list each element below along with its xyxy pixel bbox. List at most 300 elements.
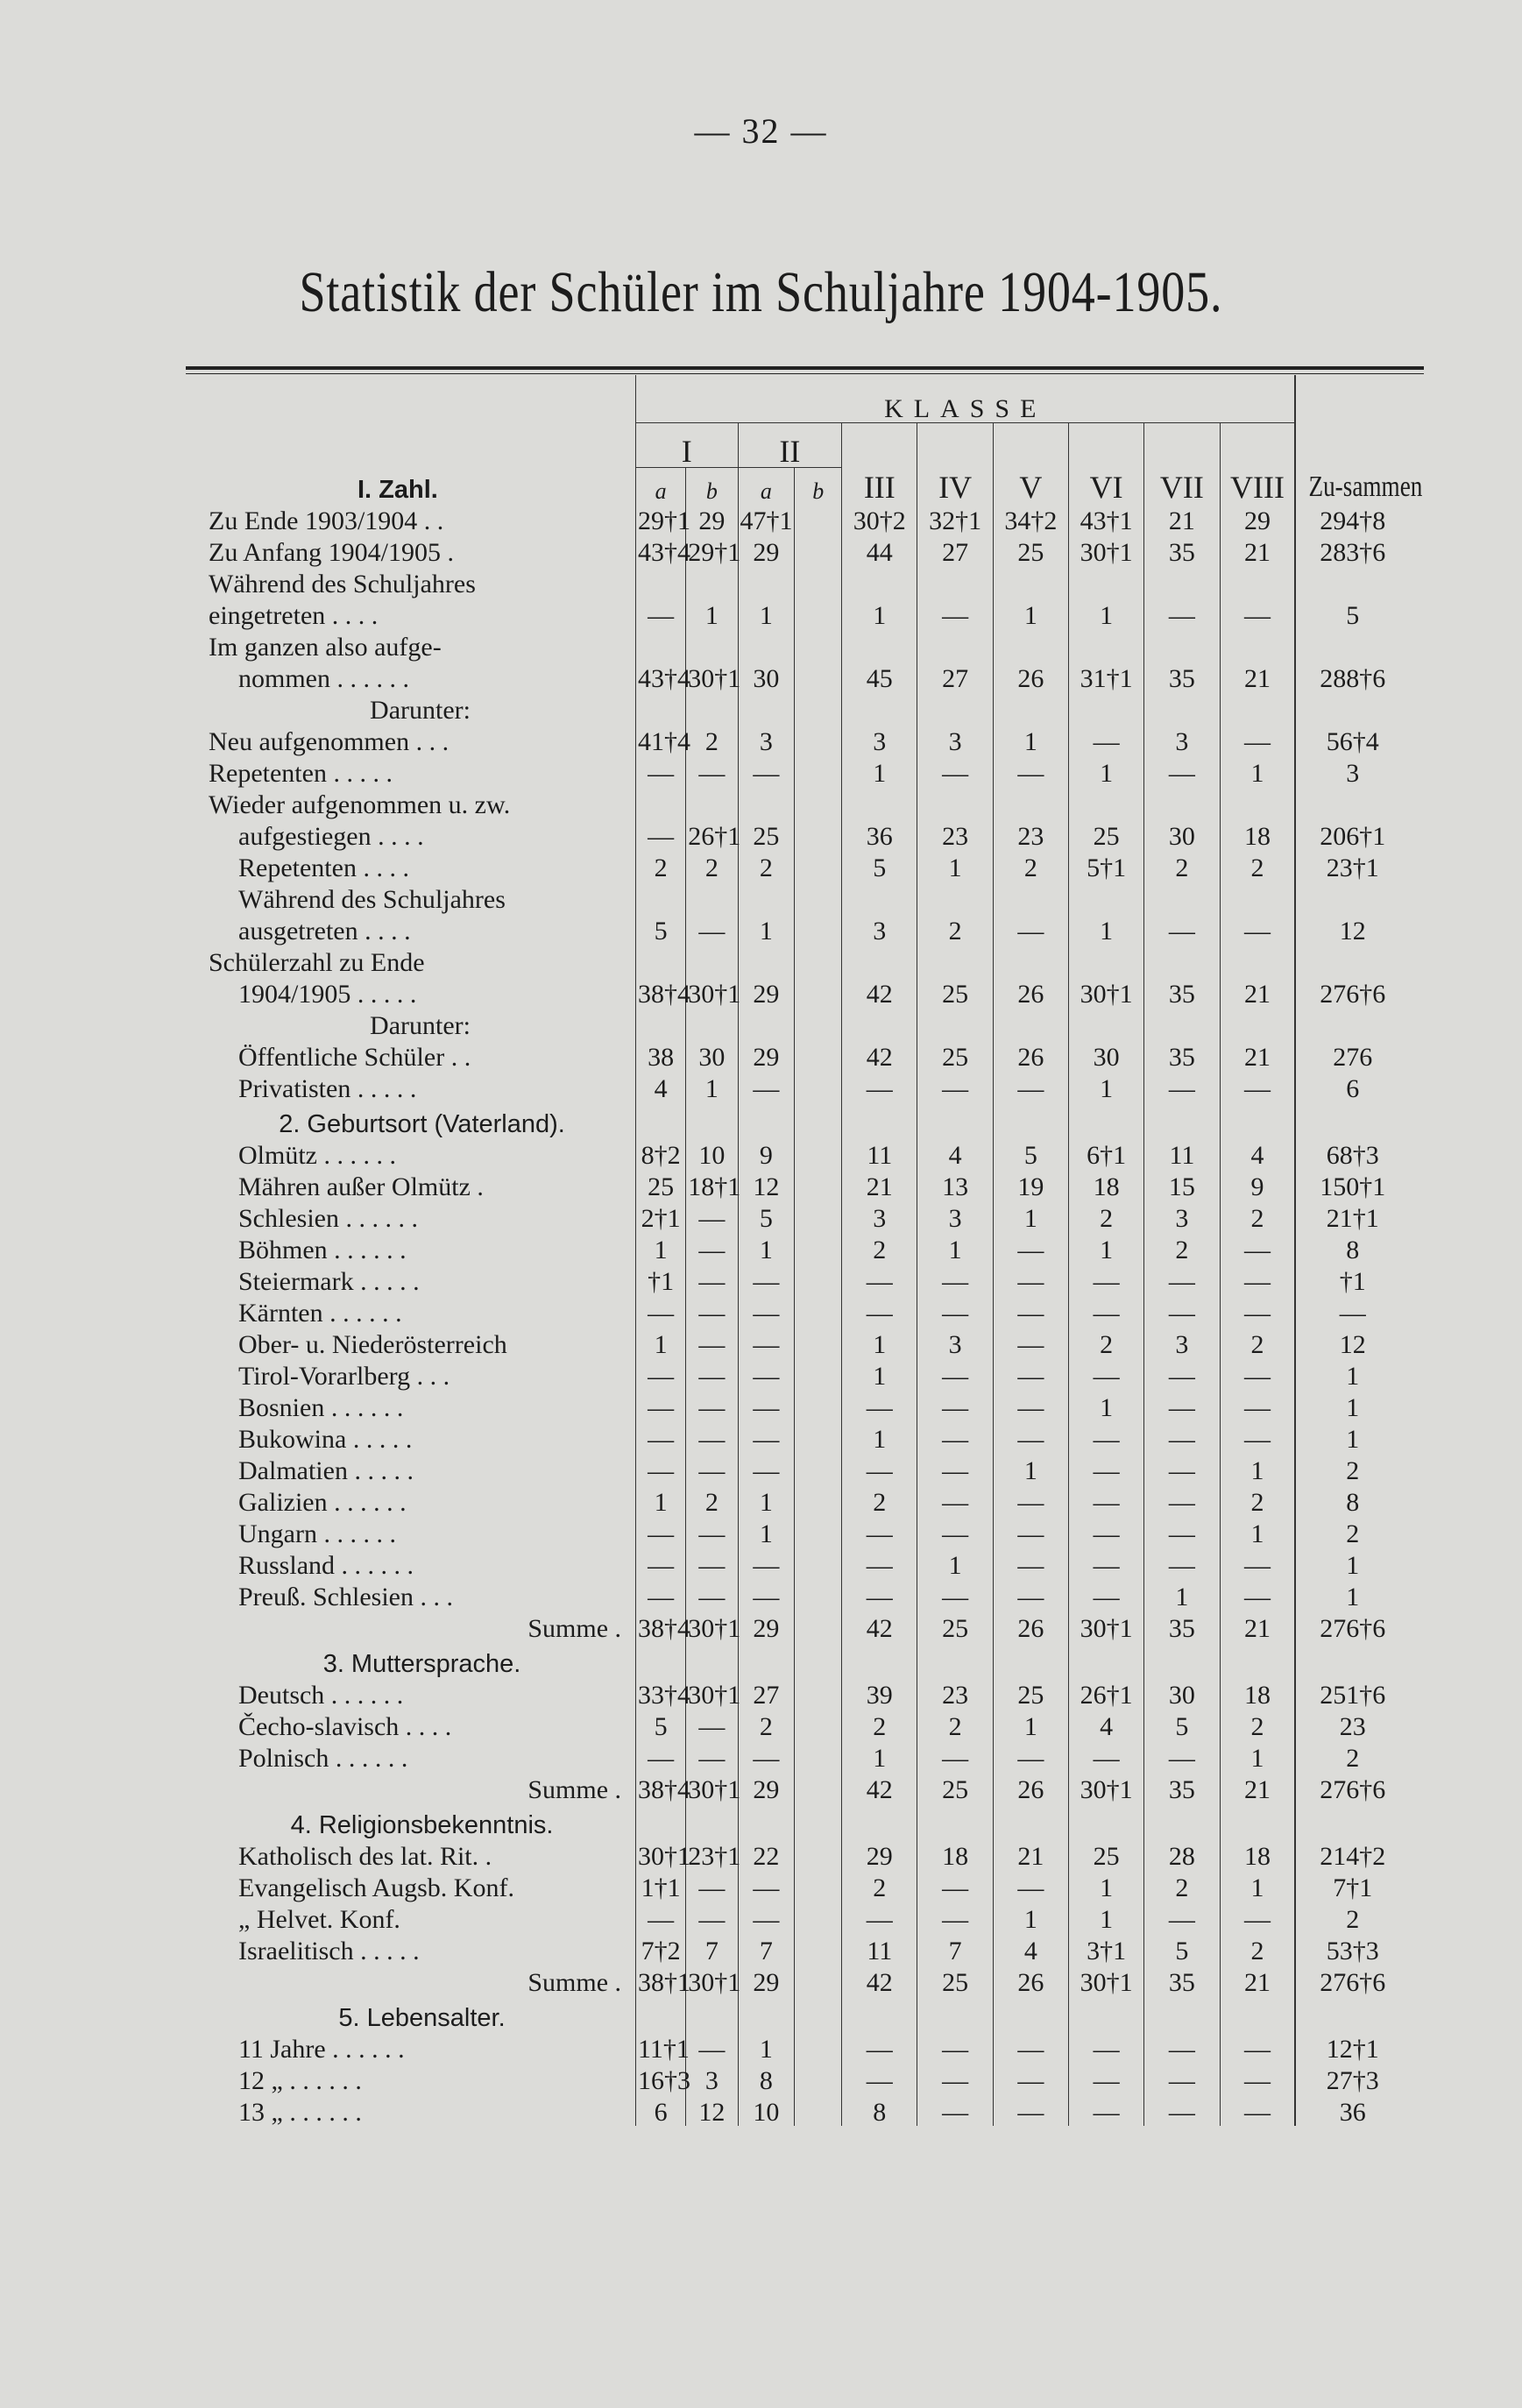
empty-cell — [842, 1803, 917, 1838]
table-row — [209, 1008, 1409, 1039]
table-cell: 18 — [1220, 1838, 1295, 1870]
table-cell: 9 — [1220, 1169, 1295, 1200]
empty-cell — [1295, 566, 1409, 598]
empty-cell — [917, 945, 993, 976]
table-cell: 1 — [993, 1200, 1068, 1232]
table-cell: 3 — [738, 724, 795, 755]
table-cell: 36 — [842, 818, 917, 850]
row-label: Summe . — [527, 1775, 622, 1804]
table-cell: — — [1069, 1516, 1144, 1547]
table-cell: — — [1144, 2094, 1220, 2126]
table-cell: — — [993, 1421, 1068, 1453]
table-cell — [795, 1677, 842, 1709]
table-cell — [795, 503, 842, 535]
table-cell: — — [1144, 1071, 1220, 1102]
table-cell: 35 — [1144, 1772, 1220, 1803]
empty-cell — [795, 1102, 842, 1137]
table-cell: 2 — [842, 1484, 917, 1516]
total-cell: 21†1 — [1295, 1200, 1409, 1232]
header-class-6: VI — [1069, 423, 1144, 504]
table-cell — [795, 1611, 842, 1642]
table-cell: — — [993, 1740, 1068, 1772]
table-cell: 30†1 — [636, 1838, 686, 1870]
table-cell: 4 — [636, 1071, 686, 1102]
table-cell: — — [1144, 913, 1220, 945]
table-cell: — — [738, 1390, 795, 1421]
table-cell: 21 — [1220, 661, 1295, 692]
table-cell: 35 — [1144, 1965, 1220, 1996]
row-label: Olmütz . . . . . . — [238, 1141, 396, 1170]
row-label: Bukowina . . . . . — [238, 1425, 413, 1454]
table-cell: — — [917, 2031, 993, 2063]
empty-cell — [1295, 629, 1409, 661]
row-label: Galizien . . . . . . — [238, 1488, 407, 1517]
table-cell: — — [842, 1295, 917, 1327]
row-label: Schlesien . . . . . . — [238, 1204, 418, 1233]
table-cell: 32†1 — [917, 503, 993, 535]
table-cell: — — [842, 1264, 917, 1295]
table-row — [209, 1709, 1409, 1740]
total-cell: 53†3 — [1295, 1933, 1409, 1965]
table-cell: — — [917, 1579, 993, 1611]
row-label: Bosnien . . . . . . — [238, 1393, 404, 1422]
total-cell: 150†1 — [1295, 1169, 1409, 1200]
table-cell: — — [1069, 1295, 1144, 1327]
table-cell: — — [1220, 1295, 1295, 1327]
table-cell: 1 — [993, 598, 1068, 629]
empty-cell — [1069, 1642, 1144, 1677]
table-cell: 1 — [842, 1421, 917, 1453]
table-row — [209, 755, 1409, 787]
table-cell: — — [1069, 1547, 1144, 1579]
table-cell: — — [738, 1071, 795, 1102]
table-row — [209, 1838, 1409, 1870]
table-cell: 33†4 — [636, 1677, 686, 1709]
empty-cell — [842, 1008, 917, 1039]
table-cell: 2 — [738, 1709, 795, 1740]
table-row — [209, 1579, 1409, 1611]
statistics-table — [209, 375, 1423, 2127]
table-cell: — — [738, 1579, 795, 1611]
empty-cell — [795, 787, 842, 818]
table-cell — [795, 1358, 842, 1390]
table-cell: 1 — [738, 1516, 795, 1547]
table-cell: — — [917, 1740, 993, 1772]
empty-cell — [1069, 882, 1144, 913]
table-cell — [795, 2031, 842, 2063]
empty-cell — [636, 1642, 686, 1677]
header-class-8: VIII — [1220, 423, 1295, 504]
table-cell: 3 — [842, 913, 917, 945]
empty-cell — [1220, 1803, 1295, 1838]
table-cell: — — [1220, 598, 1295, 629]
empty-cell — [1144, 1008, 1220, 1039]
row-label: Summe . — [527, 1968, 622, 1997]
row-label: Summe . — [527, 1614, 622, 1643]
table-cell: 35 — [1144, 535, 1220, 566]
table-cell: 18 — [917, 1838, 993, 1870]
table-body — [209, 503, 1409, 2126]
table-cell: 25 — [738, 818, 795, 850]
top-rule — [186, 366, 1424, 374]
table-cell: 25 — [993, 535, 1068, 566]
table-cell: 16†3 — [636, 2063, 686, 2094]
table-cell: — — [686, 755, 738, 787]
table-cell: 1 — [1220, 1453, 1295, 1484]
table-cell: — — [993, 1232, 1068, 1264]
table-cell: — — [1069, 1453, 1144, 1484]
total-cell: 1 — [1295, 1358, 1409, 1390]
table-cell: 30†1 — [1069, 1965, 1144, 1996]
table-row — [209, 1137, 1409, 1169]
empty-cell — [795, 1642, 842, 1677]
empty-cell — [1069, 1996, 1144, 2031]
row-label: Kärnten . . . . . . — [238, 1299, 402, 1328]
row-label: Neu aufgenommen . . . — [209, 727, 450, 756]
header-total: Zu-sammen — [1295, 375, 1409, 503]
empty-cell — [917, 1102, 993, 1137]
table-cell: 2 — [1220, 1484, 1295, 1516]
table-cell: 1 — [1069, 913, 1144, 945]
table-cell: 5 — [842, 850, 917, 882]
table-cell: 1 — [738, 1484, 795, 1516]
table-cell: — — [1144, 1421, 1220, 1453]
table-cell: 26 — [993, 1772, 1068, 1803]
total-cell: — — [1295, 1295, 1409, 1327]
total-cell: 12 — [1295, 1327, 1409, 1358]
empty-cell — [686, 1102, 738, 1137]
table-cell: — — [686, 1358, 738, 1390]
table-cell — [795, 1547, 842, 1579]
table-row — [209, 692, 1409, 724]
header-sub-2b: b — [795, 468, 842, 504]
empty-cell — [1295, 1803, 1409, 1838]
table-cell: 34†2 — [993, 503, 1068, 535]
empty-cell — [1295, 787, 1409, 818]
table-cell: 1 — [636, 1484, 686, 1516]
table-cell: 6 — [636, 2094, 686, 2126]
empty-cell — [686, 1642, 738, 1677]
total-cell: 1 — [1295, 1421, 1409, 1453]
table-cell: — — [738, 1453, 795, 1484]
empty-cell — [993, 1008, 1068, 1039]
total-cell: 206†1 — [1295, 818, 1409, 850]
table-cell: 23 — [917, 1677, 993, 1709]
row-label: Schülerzahl zu Ende — [209, 948, 425, 977]
section-title-zahl: I. Zahl. — [357, 476, 438, 504]
table-cell: 3 — [1144, 1200, 1220, 1232]
table-cell: 41†4 — [636, 724, 686, 755]
table-cell: — — [636, 755, 686, 787]
header-blank-2 — [209, 423, 636, 468]
empty-cell — [738, 566, 795, 598]
table-cell: — — [1144, 1484, 1220, 1516]
total-cell: 1 — [1295, 1547, 1409, 1579]
row-label: Ober- u. Niederösterreich — [238, 1330, 507, 1359]
table-cell — [795, 1421, 842, 1453]
table-cell — [795, 598, 842, 629]
row-label: aufgestiegen . . . . — [238, 822, 424, 851]
empty-cell — [993, 787, 1068, 818]
empty-cell — [1144, 629, 1220, 661]
table-cell: 11 — [1144, 1137, 1220, 1169]
table-row — [209, 787, 1409, 818]
total-cell: 23†1 — [1295, 850, 1409, 882]
empty-cell — [917, 787, 993, 818]
table-cell: 5 — [636, 1709, 686, 1740]
table-cell: 1 — [738, 1232, 795, 1264]
section-header-row — [209, 1642, 1409, 1677]
empty-cell — [636, 1102, 686, 1137]
table-cell — [795, 1902, 842, 1933]
table-cell: 18†1 — [686, 1169, 738, 1200]
table-cell: — — [917, 1295, 993, 1327]
table-cell: 29 — [842, 1838, 917, 1870]
table-cell: 18 — [1220, 1677, 1295, 1709]
table-cell — [795, 2094, 842, 2126]
empty-cell — [993, 945, 1068, 976]
table-cell: 30†1 — [686, 1677, 738, 1709]
table-cell: — — [917, 1453, 993, 1484]
table-row — [209, 1295, 1409, 1327]
row-label: Während des Schuljahres — [238, 885, 506, 914]
total-cell: 1 — [1295, 1579, 1409, 1611]
table-cell — [795, 1039, 842, 1071]
table-cell: — — [842, 1453, 917, 1484]
table-cell: 1 — [1069, 1232, 1144, 1264]
row-label: Darunter: — [370, 1011, 471, 1040]
table-cell: 23 — [917, 818, 993, 850]
page-number: — 32 — — [694, 111, 828, 151]
table-cell — [795, 1169, 842, 1200]
total-cell: 5 — [1295, 598, 1409, 629]
empty-cell — [917, 692, 993, 724]
empty-cell — [842, 1102, 917, 1137]
total-cell: 12†1 — [1295, 2031, 1409, 2063]
empty-cell — [1144, 1996, 1220, 2031]
empty-cell — [1220, 629, 1295, 661]
empty-cell — [993, 629, 1068, 661]
table-cell: 29†1 — [636, 503, 686, 535]
section-title: 2. Geburtsort (Vaterland). — [279, 1110, 565, 1138]
table-cell: 18 — [1069, 1169, 1144, 1200]
table-cell: — — [917, 2094, 993, 2126]
table-cell: — — [1220, 1547, 1295, 1579]
table-row — [209, 913, 1409, 945]
empty-cell — [686, 945, 738, 976]
table-cell: 29 — [738, 976, 795, 1008]
table-cell: 12 — [686, 2094, 738, 2126]
empty-cell — [842, 882, 917, 913]
empty-cell — [993, 1996, 1068, 2031]
empty-cell — [1144, 566, 1220, 598]
empty-cell — [1069, 629, 1144, 661]
empty-cell — [686, 566, 738, 598]
table-cell: 26 — [993, 976, 1068, 1008]
table-cell: — — [842, 1579, 917, 1611]
table-cell: — — [686, 2031, 738, 2063]
table-cell: — — [1144, 755, 1220, 787]
table-cell: — — [686, 1740, 738, 1772]
table-cell: 21 — [993, 1838, 1068, 1870]
table-cell: 2 — [1144, 1870, 1220, 1902]
table-cell: — — [917, 1390, 993, 1421]
empty-cell — [1069, 566, 1144, 598]
header-class-4: IV — [917, 423, 993, 504]
empty-cell — [1069, 1803, 1144, 1838]
table-cell: 2 — [917, 913, 993, 945]
table-cell: — — [738, 1327, 795, 1358]
table-cell: 42 — [842, 976, 917, 1008]
table-cell: — — [636, 1358, 686, 1390]
total-cell: 2 — [1295, 1453, 1409, 1484]
empty-cell — [738, 1008, 795, 1039]
table-cell: 25 — [917, 1611, 993, 1642]
row-label: Zu Ende 1903/1904 . . — [209, 506, 444, 535]
total-cell: 276†6 — [1295, 976, 1409, 1008]
total-cell: 8 — [1295, 1484, 1409, 1516]
table-cell: — — [1069, 1740, 1144, 1772]
table-cell: 8 — [842, 2094, 917, 2126]
table-row — [209, 629, 1409, 661]
table-cell: 1 — [1069, 755, 1144, 787]
table-cell: 1 — [993, 1902, 1068, 1933]
total-cell: 12 — [1295, 913, 1409, 945]
table-cell: 1 — [1220, 1740, 1295, 1772]
empty-cell — [795, 692, 842, 724]
table-cell — [795, 755, 842, 787]
row-label: Deutsch . . . . . . — [238, 1681, 404, 1710]
row-label: Evangelisch Augsb. Konf. — [238, 1873, 514, 1902]
table-cell: — — [738, 1264, 795, 1295]
table-cell — [795, 1772, 842, 1803]
table-cell: — — [1069, 1484, 1144, 1516]
table-cell — [795, 1838, 842, 1870]
empty-cell — [993, 1102, 1068, 1137]
table-cell: — — [636, 818, 686, 850]
table-row — [209, 1677, 1409, 1709]
table-cell: — — [993, 755, 1068, 787]
table-cell: 1 — [917, 1232, 993, 1264]
empty-cell — [795, 629, 842, 661]
empty-cell — [1220, 566, 1295, 598]
row-label: Repetenten . . . . . — [209, 759, 393, 788]
table-cell: 26†1 — [686, 818, 738, 850]
table-row — [209, 2094, 1409, 2126]
empty-cell — [636, 1996, 686, 2031]
table-cell: 2 — [1220, 1709, 1295, 1740]
table-cell: 5†1 — [1069, 850, 1144, 882]
table-cell: 2 — [686, 724, 738, 755]
table-cell: 3 — [917, 724, 993, 755]
table-cell: — — [1220, 1071, 1295, 1102]
table-cell: — — [993, 1390, 1068, 1421]
total-cell: 23 — [1295, 1709, 1409, 1740]
table-row — [209, 661, 1409, 692]
table-cell: 1 — [1069, 1902, 1144, 1933]
table-cell: 1 — [738, 598, 795, 629]
table-cell: — — [842, 1902, 917, 1933]
table-row — [209, 1390, 1409, 1421]
table-cell: 26†1 — [1069, 1677, 1144, 1709]
table-cell: 2 — [993, 850, 1068, 882]
empty-cell — [917, 1642, 993, 1677]
table-cell — [795, 1327, 842, 1358]
table-cell: 43†4 — [636, 661, 686, 692]
table-cell: — — [1069, 1264, 1144, 1295]
table-row — [209, 1965, 1409, 1996]
header-sub-2a: a — [738, 468, 795, 504]
table-cell: — — [917, 598, 993, 629]
table-cell: — — [1144, 1295, 1220, 1327]
table-cell: — — [993, 1579, 1068, 1611]
table-cell: 7 — [738, 1933, 795, 1965]
table-cell: — — [993, 1327, 1068, 1358]
table-cell: — — [1220, 2063, 1295, 2094]
table-cell: 21 — [1220, 976, 1295, 1008]
empty-cell — [1220, 945, 1295, 976]
table-cell: 30†1 — [1069, 535, 1144, 566]
row-label: Darunter: — [370, 696, 471, 725]
table-cell: 1 — [1069, 598, 1144, 629]
table-row — [209, 1740, 1409, 1772]
table-cell: 5 — [993, 1137, 1068, 1169]
empty-cell — [842, 629, 917, 661]
table-cell: — — [636, 1547, 686, 1579]
empty-cell — [1220, 1642, 1295, 1677]
table-cell: — — [993, 1870, 1068, 1902]
total-cell: 294†8 — [1295, 503, 1409, 535]
table-cell: 42 — [842, 1039, 917, 1071]
empty-cell — [993, 882, 1068, 913]
empty-cell — [1069, 787, 1144, 818]
table-cell: 5 — [1144, 1709, 1220, 1740]
empty-cell — [636, 629, 686, 661]
table-cell: — — [686, 1547, 738, 1579]
table-cell: 3 — [842, 724, 917, 755]
table-cell: 38†1 — [636, 1965, 686, 1996]
empty-cell — [686, 1008, 738, 1039]
table-cell: 3 — [917, 1327, 993, 1358]
table-cell — [795, 1579, 842, 1611]
total-cell: 251†6 — [1295, 1677, 1409, 1709]
table-cell: — — [917, 1870, 993, 1902]
total-cell: 276†6 — [1295, 1965, 1409, 1996]
table-cell: 4 — [1220, 1137, 1295, 1169]
table-cell: 7†2 — [636, 1933, 686, 1965]
table-cell: — — [636, 1902, 686, 1933]
table-cell: — — [1069, 2063, 1144, 2094]
table-row — [209, 503, 1409, 535]
header-class-2: II — [738, 423, 842, 468]
table-row — [209, 1772, 1409, 1803]
table-cell: — — [738, 1358, 795, 1390]
row-label: ausgetreten . . . . — [238, 917, 411, 945]
row-label: Mähren außer Olmütz . — [238, 1172, 484, 1201]
table-cell: 21 — [842, 1169, 917, 1200]
empty-cell — [917, 629, 993, 661]
table-row — [209, 1453, 1409, 1484]
table-row — [209, 1547, 1409, 1579]
table-cell: 25 — [993, 1677, 1068, 1709]
table-cell: — — [993, 1264, 1068, 1295]
table-cell: 2 — [686, 1484, 738, 1516]
header-klasse: KLASSE — [636, 375, 1296, 423]
row-label: Katholisch des lat. Rit. . — [238, 1842, 492, 1871]
table-cell: 44 — [842, 535, 917, 566]
table-cell: 29 — [686, 503, 738, 535]
empty-cell — [636, 882, 686, 913]
